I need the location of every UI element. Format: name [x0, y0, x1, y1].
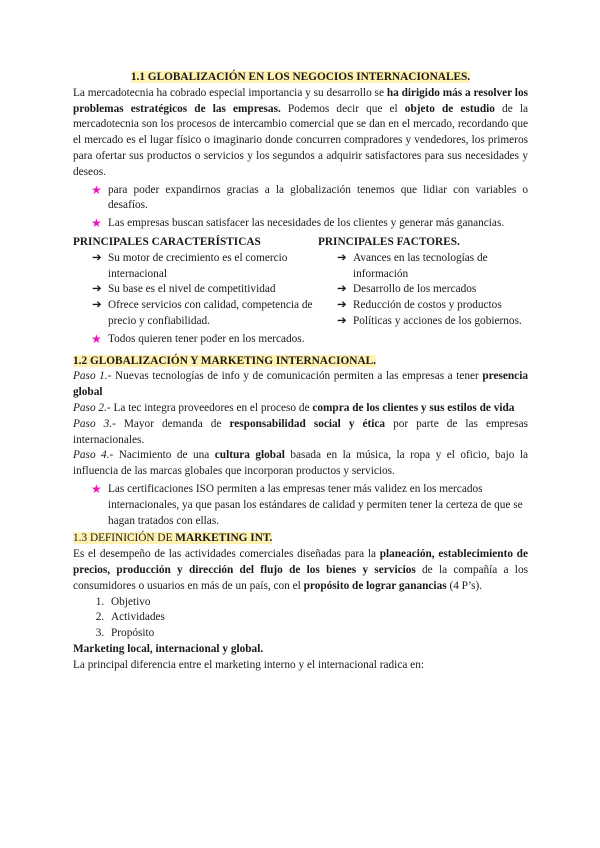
list-item: ➔ Reducción de costos y productos — [337, 298, 528, 314]
list-item: ➔ Políticas y acciones de los gobiernos. — [337, 314, 528, 330]
list-item: ➔ Su motor de crecimiento es el comercio internacional — [92, 251, 288, 280]
section-3-paragraph: Es el desempeño de las actividades comerciales diseñadas para la planeación, establecimiento de precios, producción y dirección del flujo de los bienes y servicios de la compañía a los consumidores o usuarios en más de un país, con el propósito de lograr ganancias (4 P’s). — [73, 548, 528, 592]
star-icon: ★ — [91, 182, 102, 197]
section-1-paragraph: La mercadotecnia ha cobrado especial importancia y su desarrollo se ha dirigido más a resolver los problemas estratégicos de las empresas. Podemos decir que el objeto de estudio de la mercadotecnia son los procesos de intercambio comercial que se dan en el mercado, recordando que el mercado es el lugar físico o imaginario donde concurren compradores y vendedores, los primeros para ofertar sus productos o servicios y los segundos a adquirir satisfactores para sus necesidades y deseos. — [73, 86, 528, 178]
paso-1: Paso 1.- Nuevas tecnologías de info y de comunicación permiten a las empresas a tener presencia global — [73, 370, 528, 399]
arrow-icon: ➔ — [337, 314, 347, 327]
document-page — [73, 70, 528, 673]
arrow-icon: ➔ — [92, 299, 102, 312]
list-item: ➔ Su base es el nivel de competitividad — [92, 282, 318, 298]
arrow-icon: ➔ — [337, 299, 347, 312]
ps-list — [73, 595, 528, 642]
arrow-icon: ➔ — [337, 251, 347, 264]
paso-3: Paso 3.- Mayor demanda de responsabilidad social y ética por parte de las empresas internacionales. — [73, 417, 528, 446]
list-item: ★ Todos quieren tener poder en los mercados. — [91, 331, 305, 346]
section-2-heading: 1.2 GLOBALIZACIÓN Y MARKETING INTERNACIONAL. — [73, 354, 376, 367]
section-1-last-bullet — [73, 332, 528, 348]
arrow-icon: ➔ — [92, 283, 102, 296]
characteristics-list — [73, 251, 318, 330]
list-item: ★ para poder expandirnos gracias a la globalización tenemos que lidiar con variables o desafíos. — [91, 182, 528, 212]
marketing-subheading: Marketing local, internacional y global. — [73, 642, 264, 655]
list-item: ★ Las empresas buscan satisfacer las necesidades de los clientes y generar más ganancias. — [91, 216, 505, 231]
section-1-heading: 1.1 GLOBALIZACIÓN EN LOS NEGOCIOS INTERNACIONALES. — [130, 71, 471, 83]
closing-paragraph: La principal diferencia entre el marketing interno y el internacional radica en: — [73, 658, 424, 671]
factors-heading: PRINCIPALES FACTORES. — [318, 235, 460, 248]
list-item: 1. Objetivo — [107, 595, 528, 611]
arrow-icon: ➔ — [337, 283, 347, 296]
section-3-heading: 1.3 DEFINICIÓN DE MARKETING INT. — [73, 532, 273, 545]
section-2-bullets — [73, 482, 528, 529]
list-item: 2. Actividades — [107, 610, 528, 626]
star-icon: ★ — [91, 481, 102, 496]
list-item: ★ Las certificaciones ISO permiten a las empresas tener más validez en los mercados internacionales, ya que pasan los estándares de calidad y permiten tener la certeza de que se hagan tratados con ellas. — [91, 481, 523, 527]
list-item: 3. Propósito — [107, 626, 528, 642]
star-icon: ★ — [91, 216, 102, 231]
section-1-bullets — [73, 183, 528, 232]
list-item: ➔ Ofrece servicios con calidad, competencia de precio y confiabilidad. — [92, 299, 313, 327]
paso-4: Paso 4.- Nacimiento de una cultura global basada en la música, la ropa y el oficio, bajo la influencia de las marcas globales que incorporan productos y servicios. — [73, 449, 528, 478]
characteristics-column — [73, 235, 318, 330]
factors-column — [318, 235, 528, 330]
star-icon: ★ — [91, 331, 102, 346]
factors-list — [318, 251, 528, 330]
two-column-lists — [73, 235, 528, 330]
arrow-icon: ➔ — [92, 251, 102, 264]
characteristics-heading: PRINCIPALES CARACTERÍSTICAS — [73, 235, 261, 248]
paso-2: Paso 2.- La tec integra proveedores en el proceso de compra de los clientes y sus estilos de vida — [73, 401, 515, 414]
list-item: ➔ Desarrollo de los mercados — [337, 282, 528, 298]
list-item: ➔ Avances en las tecnologías de información — [337, 251, 488, 280]
